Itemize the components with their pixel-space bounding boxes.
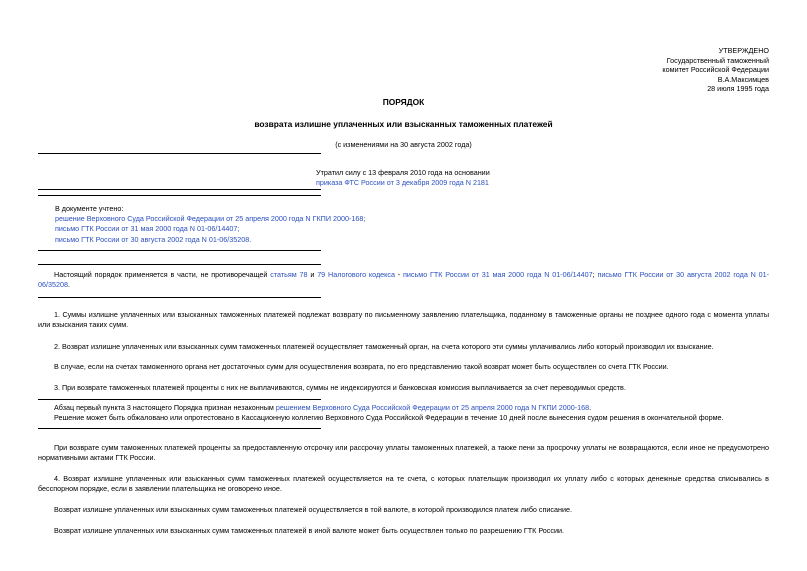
approval-date: 28 июля 1995 года — [707, 84, 769, 94]
divider — [38, 399, 321, 400]
approval-stamp — [662, 46, 769, 94]
approval-title: УТВЕРЖДЕНО — [718, 46, 769, 55]
link-letter-35208[interactable]: письмо ГТК России от 30 августа 2002 года N 01-06/35208 — [38, 270, 770, 289]
intro-text: Настоящий порядок применяется в части, не противоречащей — [54, 270, 271, 279]
document-subtitle: возврата излишне уплаченных или взысканных таможенных платежей — [254, 119, 553, 129]
changes-note: (с изменениями на 30 августа 2002 года) — [335, 140, 472, 149]
approval-org-line2: комитет Российской Федерации — [662, 65, 769, 75]
intro-paragraph — [38, 270, 769, 289]
divider — [38, 428, 321, 429]
document-title: ПОРЯДОК — [382, 97, 425, 107]
considered-heading: В документе учтено: — [55, 204, 124, 213]
lapse-link[interactable]: приказа ФТС России от 3 декабря 2009 года N 2181 — [316, 178, 489, 187]
considered-item[interactable]: решение Верховного Суда Российской Федерации от 25 апреля 2000 года N ГКПИ 2000-168; — [55, 214, 366, 223]
divider — [38, 195, 321, 196]
court-note-text: . — [589, 403, 592, 412]
approval-org-line1: Государственный таможенный — [666, 55, 769, 65]
court-note — [38, 403, 769, 413]
paragraph-3: 3. При возврате таможенных платежей проценты с них не выплачиваются, суммы не индексируются и банковская комиссия выплачивается за счет переводимых средств. — [54, 383, 626, 392]
paragraph-2: 2. Возврат излишне уплаченных или взысканных сумм таможенных платежей осуществляет таможенный орган, на счета которого эти суммы уплачивались либо который производил их взыскание. — [54, 342, 714, 351]
considered-item[interactable]: письмо ГТК России от 30 августа 2002 года N 01-06/35208. — [55, 235, 252, 244]
divider — [38, 264, 321, 265]
intro-text: ; — [592, 270, 598, 279]
divider — [38, 297, 321, 298]
paragraph-1: 1. Суммы излишне уплаченных или взысканных таможенных платежей подлежат возврату по письменному заявлению плательщика, поданному в таможенные органы не позднее одного года с момента уплаты или взыскания таких сумм. — [38, 310, 769, 329]
intro-text: - — [395, 270, 404, 279]
paragraph-4b: Возврат излишне уплаченных или взысканных сумм таможенных платежей осуществляется в той валюте, в которой производился платеж либо списание. — [54, 505, 572, 514]
intro-text: и — [307, 270, 318, 279]
paragraph-4c: Возврат излишне уплаченных или взысканных сумм таможенных платежей в иной валюте может быть осуществлен только по разрешению ГТК России. — [54, 526, 565, 535]
paragraph-3b: При возврате сумм таможенных платежей проценты за предоставленную отсрочку или рассрочку уплаты таможенных платежей, а также пени за просрочку уплаты не возвращаются, если иное не предусмотрено нормативными актами ГТК России. — [38, 443, 769, 462]
divider — [38, 189, 321, 190]
divider — [38, 153, 321, 154]
lapse-text: Утратил силу с 13 февраля 2010 года на основании — [316, 168, 490, 177]
approval-signatory: В.А.Максимцев — [717, 74, 769, 84]
paragraph-4: 4. Возврат излишне уплаченных или взысканных сумм таможенных платежей осуществляется на те счета, с которых плательщик производил их уплату либо с которых денежные средства списывались в бесспорном порядке, если в заявлении плательщика не оговорено иное. — [38, 474, 769, 493]
link-article-78[interactable]: статьям 78 — [270, 270, 308, 279]
divider — [38, 250, 321, 251]
link-tax-code[interactable]: Налогового кодекса — [328, 270, 395, 279]
court-note-line2: Решение может быть обжаловано или опротестовано в Кассационную коллегию Верховного Суда Российской Федерации в течение 10 дней после вынесения судом решения в окончательной форме. — [54, 413, 724, 422]
considered-item[interactable]: письмо ГТК России от 31 мая 2000 года N 01-06/14407; — [55, 224, 240, 233]
intro-text: . — [67, 279, 70, 289]
court-note-text: Абзац первый пункта 3 настоящего Порядка признан незаконным — [54, 403, 276, 412]
link-court-decision[interactable]: решением Верховного Суда Российской Федерации от 25 апреля 2000 года N ГКПИ 2000-168 — [275, 403, 590, 412]
link-article-79[interactable]: 79 — [317, 270, 326, 279]
link-letter-14407[interactable]: письмо ГТК России от 31 мая 2000 года N 01-06/14407 — [403, 270, 593, 279]
paragraph-2b: В случае, если на счетах таможенного органа нет достаточных сумм для осуществления возврата, по его представлению такой возврат может быть осуществлен со счета ГТК России. — [54, 362, 669, 371]
